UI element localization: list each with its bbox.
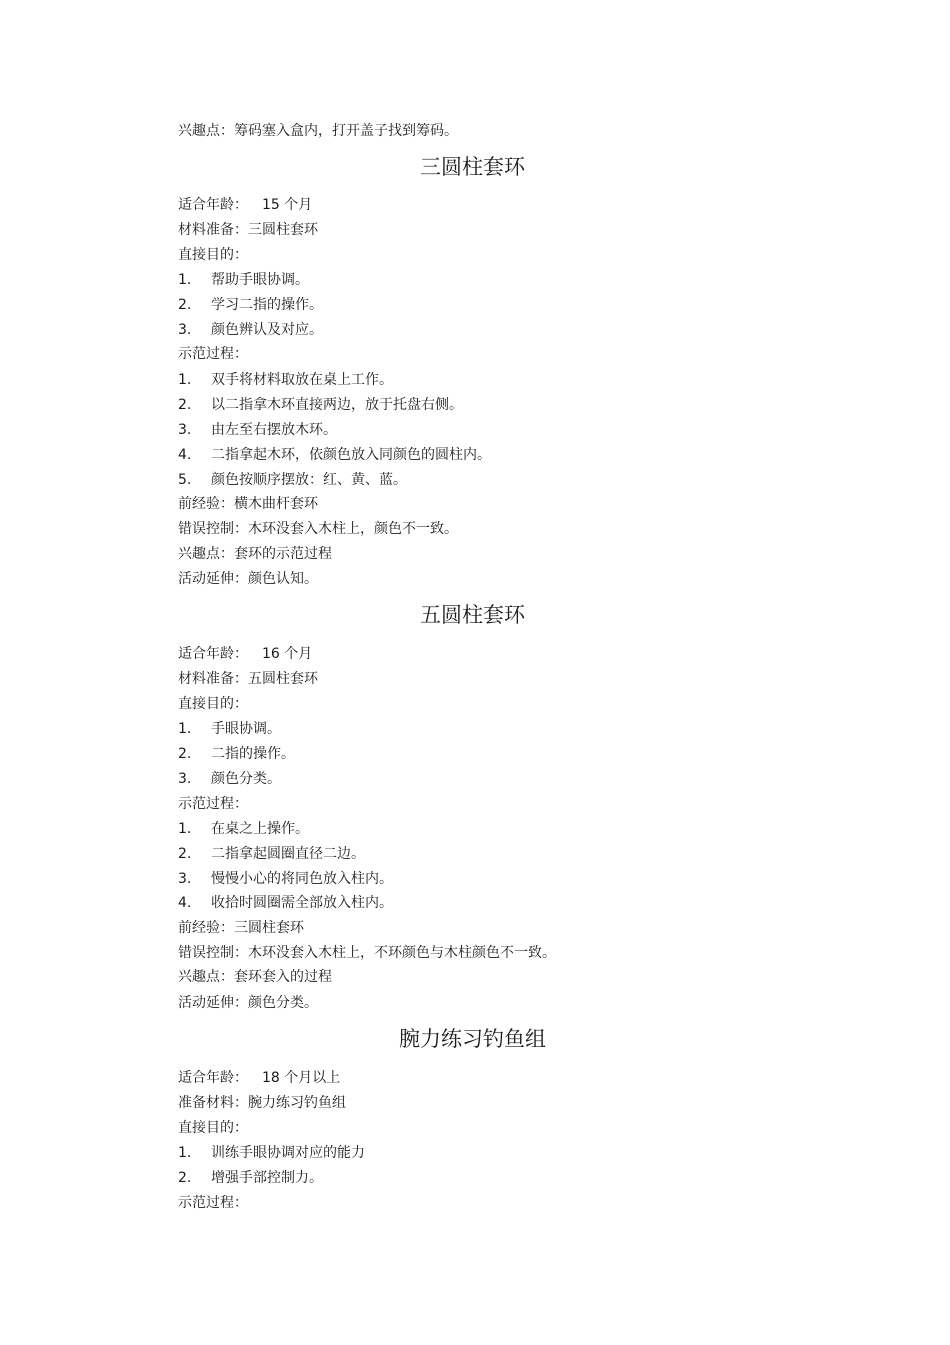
label: 适合年龄： (178, 197, 248, 213)
label: 前经验： (178, 496, 234, 512)
value: 15 个月 (262, 197, 313, 213)
item-text: 双手将材料取放在桌上工作。 (211, 372, 393, 388)
item-number: 5. (178, 472, 192, 488)
list-item (178, 894, 393, 912)
item-number: 3. (178, 422, 192, 438)
material-line (178, 221, 318, 239)
value: 18 个月以上 (262, 1070, 341, 1086)
value: 三圆柱套环 (234, 920, 304, 936)
value: 腕力练习钓鱼组 (248, 1095, 346, 1111)
item-text: 在桌之上操作。 (211, 821, 309, 837)
list-item (178, 820, 309, 838)
list-item (178, 271, 309, 289)
label: 适合年龄： (178, 646, 248, 662)
value: 套环的示范过程 (234, 546, 332, 562)
age-line (178, 645, 312, 663)
interest-line (178, 968, 332, 986)
list-item (178, 1169, 323, 1187)
purpose-heading: 直接目的： (178, 696, 248, 712)
item-text: 由左至右摆放木环。 (211, 422, 337, 438)
label: 兴趣点： (178, 969, 234, 985)
list-item (178, 396, 463, 414)
prior-line (178, 495, 318, 513)
list-item (178, 845, 365, 863)
item-text: 颜色辨认及对应。 (211, 322, 323, 338)
item-number: 2. (178, 1170, 192, 1186)
list-item (178, 421, 337, 439)
section-title: 腕力练习钓鱼组 (399, 1027, 546, 1051)
value: 筹码塞入盒内，打开盖子找到筹码。 (234, 123, 458, 139)
item-text: 训练手眼协调对应的能力 (211, 1145, 365, 1161)
label: 兴趣点： (178, 546, 234, 562)
item-number: 2. (178, 397, 192, 413)
item-text: 二指的操作。 (211, 746, 295, 762)
value: 五圆柱套环 (248, 671, 318, 687)
item-text: 帮助手眼协调。 (211, 272, 309, 288)
item-number: 3. (178, 771, 192, 787)
list-item (178, 720, 281, 738)
demo-heading: 示范过程： (178, 1195, 248, 1211)
item-text: 学习二指的操作。 (211, 297, 323, 313)
item-number: 3. (178, 322, 192, 338)
list-item (178, 296, 323, 314)
label: 材料准备： (178, 671, 248, 687)
value: 横木曲杆套环 (234, 496, 318, 512)
label: 材料准备： (178, 222, 248, 238)
item-text: 以二指拿木环直接两边，放于托盘右侧。 (211, 397, 463, 413)
list-item (178, 870, 393, 888)
item-number: 1. (178, 272, 192, 288)
value: 套环套入的过程 (234, 969, 332, 985)
list-item (178, 471, 407, 489)
list-item (178, 321, 323, 339)
list-item (178, 1144, 365, 1162)
label: 准备材料： (178, 1095, 248, 1111)
list-item (178, 770, 281, 788)
extension-line (178, 570, 318, 588)
label: 前经验： (178, 920, 234, 936)
section-title: 三圆柱套环 (420, 155, 525, 179)
list-item (178, 371, 393, 389)
item-text: 二指拿起圆圈直径二边。 (211, 846, 365, 862)
purpose-heading: 直接目的： (178, 247, 248, 263)
item-number: 1. (178, 821, 192, 837)
list-item (178, 745, 295, 763)
value: 木环没套入木柱上，不环颜色与木柱颜色不一致。 (248, 945, 556, 961)
item-number: 2. (178, 746, 192, 762)
item-number: 2. (178, 297, 192, 313)
label: 错误控制： (178, 945, 248, 961)
label: 兴趣点： (178, 123, 234, 139)
material-line (178, 1094, 346, 1112)
item-number: 1. (178, 721, 192, 737)
purpose-heading: 直接目的： (178, 1120, 248, 1136)
value: 颜色分类。 (248, 995, 318, 1011)
value: 木环没套入木柱上，颜色不一致。 (248, 521, 458, 537)
label: 活动延伸： (178, 571, 248, 587)
extension-line (178, 994, 318, 1012)
item-number: 2. (178, 846, 192, 862)
top-interest-line (178, 122, 458, 140)
item-text: 颜色按顺序摆放：红、黄、蓝。 (211, 472, 407, 488)
material-line (178, 670, 318, 688)
item-number: 3. (178, 871, 192, 887)
item-number: 4. (178, 447, 192, 463)
list-item (178, 446, 491, 464)
item-text: 增强手部控制力。 (211, 1170, 323, 1186)
section-title: 五圆柱套环 (420, 603, 525, 627)
item-text: 颜色分类。 (211, 771, 281, 787)
item-text: 二指拿起木环，依颜色放入同颜色的圆柱内。 (211, 447, 491, 463)
age-line (178, 1069, 340, 1087)
interest-line (178, 545, 332, 563)
value: 三圆柱套环 (248, 222, 318, 238)
demo-heading: 示范过程： (178, 796, 248, 812)
item-number: 1. (178, 372, 192, 388)
age-line (178, 196, 312, 214)
label: 适合年龄： (178, 1070, 248, 1086)
item-number: 1. (178, 1145, 192, 1161)
value: 颜色认知。 (248, 571, 318, 587)
label: 错误控制： (178, 521, 248, 537)
value: 16 个月 (262, 646, 313, 662)
prior-line (178, 919, 304, 937)
item-number: 4. (178, 895, 192, 911)
demo-heading: 示范过程： (178, 346, 248, 362)
error-line (178, 520, 458, 538)
item-text: 收拾时圆圈需全部放入柱内。 (211, 895, 393, 911)
item-text: 手眼协调。 (211, 721, 281, 737)
item-text: 慢慢小心的将同色放入柱内。 (211, 871, 393, 887)
error-line (178, 944, 556, 962)
label: 活动延伸： (178, 995, 248, 1011)
